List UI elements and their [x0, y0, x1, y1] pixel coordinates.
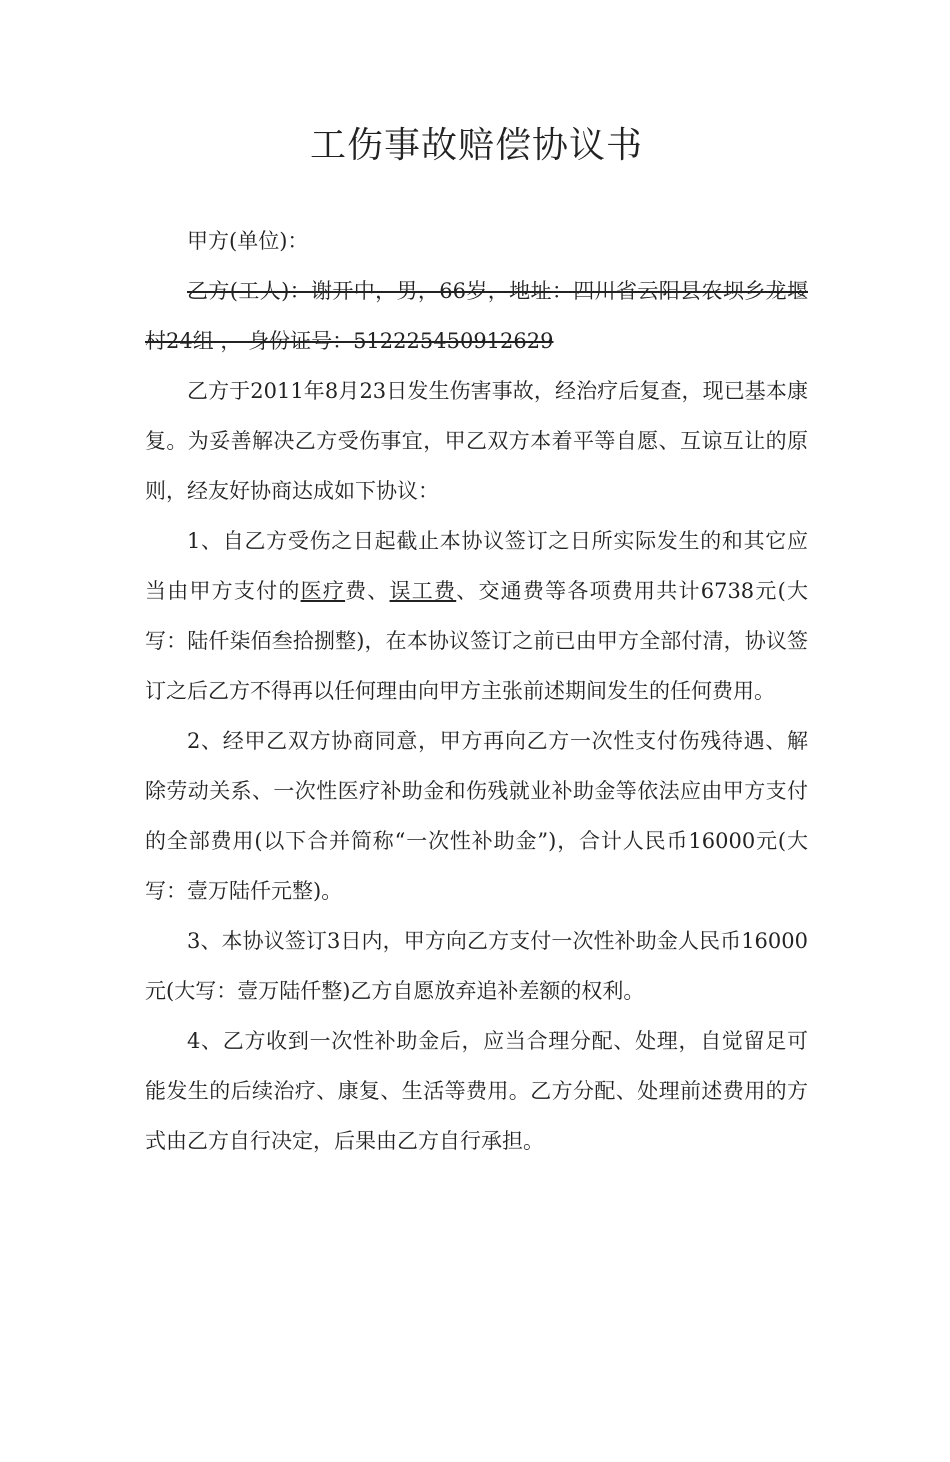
- intro-paragraph: 乙方于2011年8月23日发生伤害事故，经治疗后复查，现已基本康复。为妥善解决乙方受伤事宜，甲乙双方本着平等自愿、互谅互让的原则，经友好协商达成如下协议：: [145, 379, 808, 503]
- medical-term: 医疗: [300, 579, 346, 603]
- document-body: [145, 216, 808, 1166]
- clause-1-text-c: 、交通费等各项费用共计6738元(大写：陆仟柒佰叁拾捌整)，在本协议签订之前已由甲方全部付清，协议签订之后乙方不得再以任何理由向甲方主张前述期间发生的任何费用。: [145, 579, 809, 703]
- party-a-line: 甲方(单位)：: [187, 229, 309, 253]
- document-page: [0, 118, 950, 1462]
- clause-3: 3、本协议签订3日内，甲方向乙方支付一次性补助金人民币16000元(大写：壹万陆仟整)乙方自愿放弃追补差额的权利。: [145, 929, 808, 1003]
- lost-wages-term: 误工费: [389, 579, 457, 603]
- document-title: 工伤事故赔偿协议书: [309, 125, 643, 166]
- clause-1-text-b: 费、: [345, 579, 390, 603]
- clause-1-text-a: 1、自乙方受伤之日起截止本协议签订之日所实际发生的和其它应当由甲方支付的: [145, 529, 808, 603]
- clause-1: [145, 516, 808, 716]
- party-b-line: 乙方(工人)：谢开中，男，66岁，地址：四川省云阳县农坝乡龙堰村24组 ， 身份证号：512225450912629: [145, 279, 808, 353]
- clause-4: 4、乙方收到一次性补助金后，应当合理分配、处理，自觉留足可能发生的后续治疗、康复、生活等费用。乙方分配、处理前述费用的方式由乙方自行决定，后果由乙方自行承担。: [145, 1029, 808, 1153]
- clause-2: 2、经甲乙双方协商同意，甲方再向乙方一次性支付伤残待遇、解除劳动关系、一次性医疗补助金和伤残就业补助金等依法应由甲方支付的全部费用(以下合并简称“一次性补助金”)，合计人民币16000元(大写：壹万陆仟元整)。: [145, 729, 808, 903]
